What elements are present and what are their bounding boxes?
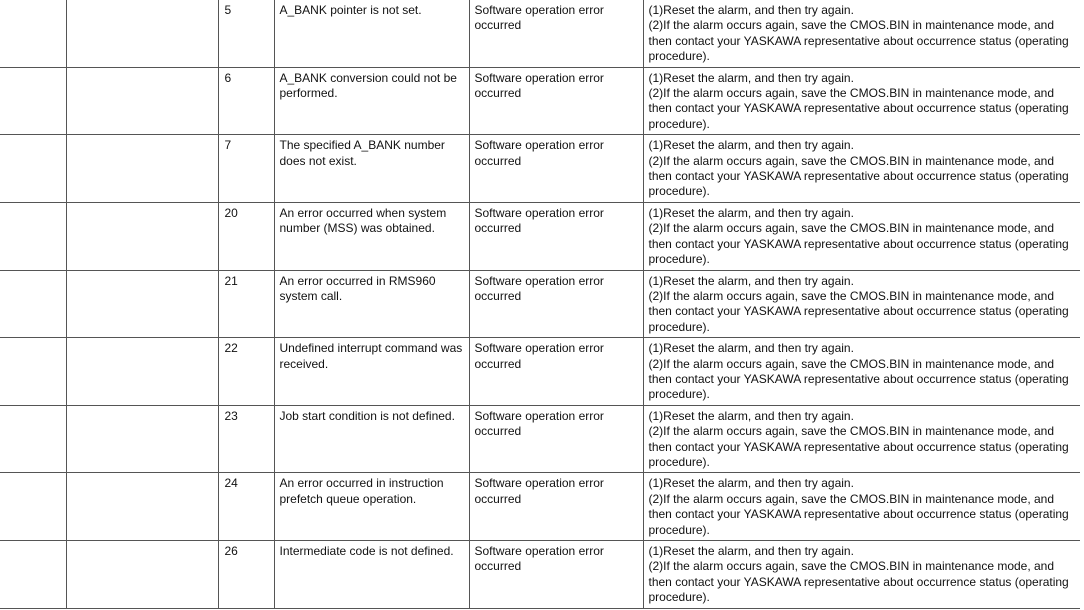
- meaning-cell: An error occurred in RMS960 system call.: [274, 270, 469, 338]
- alarm-code-cell: [0, 135, 66, 203]
- sub-code-cell: 20: [218, 202, 274, 270]
- alarm-name-cell: [66, 405, 218, 473]
- table-row: [0, 473, 1080, 541]
- remedy-step: (1)Reset the alarm, and then try again.: [648, 70, 854, 85]
- remedy-step: (1)Reset the alarm, and then try again.: [648, 273, 854, 288]
- remedy-step: (1)Reset the alarm, and then try again.: [648, 544, 854, 558]
- cause-cell: Software operation error occurred: [469, 541, 643, 609]
- alarm-name-cell: [66, 338, 218, 406]
- table-row: [0, 67, 1080, 135]
- remedy-cell: [643, 338, 1080, 406]
- alarm-name-cell: [66, 473, 218, 541]
- cause-cell: Software operation error occurred: [469, 135, 643, 203]
- meaning-cell: Job start condition is not defined.: [274, 405, 469, 473]
- cause-cell: Software operation error occurred: [469, 202, 643, 270]
- remedy-cell: [643, 202, 1080, 270]
- meaning-cell: An error occurred when system number (MSS) was obtained.: [274, 202, 469, 270]
- remedy-cell: [643, 0, 1080, 67]
- remedy-step: (2)If the alarm occurs again, save the CMOS.BIN in maintenance mode, and then contact your YASKAWA representative about occurrence status (operating procedure).: [648, 18, 1069, 64]
- remedy-step: (1)Reset the alarm, and then try again.: [648, 408, 854, 423]
- alarm-code-cell: [0, 405, 66, 473]
- remedy-step: (1)Reset the alarm, and then try again.: [648, 341, 854, 356]
- table-row: [0, 0, 1080, 67]
- cause-cell: Software operation error occurred: [469, 338, 643, 406]
- meaning-cell: Intermediate code is not defined.: [274, 541, 469, 609]
- table-row: [0, 270, 1080, 338]
- alarm-name-cell: [66, 270, 218, 338]
- sub-code-cell: 5: [218, 0, 274, 67]
- remedy-step: (2)If the alarm occurs again, save the CMOS.BIN in maintenance mode, and then contact your YASKAWA representative about occurrence status (operating procedure).: [648, 559, 1069, 605]
- remedy-cell: [643, 405, 1080, 473]
- meaning-cell: Undefined interrupt command was received.: [274, 338, 469, 406]
- meaning-cell: A_BANK conversion could not be performed.: [274, 67, 469, 135]
- remedy-step: (2)If the alarm occurs again, save the CMOS.BIN in maintenance mode, and then contact your YASKAWA representative about occurrence status (operating procedure).: [648, 288, 1069, 334]
- remedy-cell: [643, 67, 1080, 135]
- alarm-code-cell: [0, 338, 66, 406]
- remedy-step: (1)Reset the alarm, and then try again.: [648, 476, 854, 491]
- remedy-step: (2)If the alarm occurs again, save the CMOS.BIN in maintenance mode, and then contact your YASKAWA representative about occurrence status (operating procedure).: [648, 221, 1069, 267]
- sub-code-cell: 7: [218, 135, 274, 203]
- cause-cell: Software operation error occurred: [469, 0, 643, 67]
- meaning-cell: An error occurred in instruction prefetch queue operation.: [274, 473, 469, 541]
- alarm-name-cell: [66, 202, 218, 270]
- table-row: [0, 202, 1080, 270]
- sub-code-cell: 24: [218, 473, 274, 541]
- alarm-code-cell: [0, 473, 66, 541]
- alarm-name-cell: [66, 135, 218, 203]
- remedy-step: (1)Reset the alarm, and then try again.: [648, 138, 854, 153]
- meaning-cell: A_BANK pointer is not set.: [274, 0, 469, 67]
- alarm-code-cell: [0, 0, 66, 67]
- remedy-cell: [643, 135, 1080, 203]
- remedy-step: (2)If the alarm occurs again, save the CMOS.BIN in maintenance mode, and then contact your YASKAWA representative about occurrence status (operating procedure).: [648, 424, 1069, 469]
- remedy-cell: [643, 270, 1080, 338]
- sub-code-cell: 22: [218, 338, 274, 406]
- alarm-name-cell: [66, 0, 218, 67]
- alarm-code-cell: [0, 270, 66, 338]
- meaning-cell: The specified A_BANK number does not exist.: [274, 135, 469, 203]
- alarm-name-cell: [66, 67, 218, 135]
- cause-cell: Software operation error occurred: [469, 270, 643, 338]
- alarm-code-cell: [0, 541, 66, 609]
- cause-cell: Software operation error occurred: [469, 67, 643, 135]
- table-row: [0, 338, 1080, 406]
- cause-cell: Software operation error occurred: [469, 405, 643, 473]
- cause-cell: Software operation error occurred: [469, 473, 643, 541]
- alarm-name-cell: [66, 541, 218, 609]
- table-row: [0, 541, 1080, 609]
- alarm-code-cell: [0, 67, 66, 135]
- remedy-step: (1)Reset the alarm, and then try again.: [648, 205, 854, 220]
- remedy-step: (2)If the alarm occurs again, save the CMOS.BIN in maintenance mode, and then contact your YASKAWA representative about occurrence status (operating procedure).: [648, 86, 1069, 131]
- table-row: [0, 135, 1080, 203]
- remedy-cell: [643, 541, 1080, 609]
- remedy-cell: [643, 473, 1080, 541]
- sub-code-cell: 23: [218, 405, 274, 473]
- remedy-step: (2)If the alarm occurs again, save the CMOS.BIN in maintenance mode, and then contact your YASKAWA representative about occurrence status (operating procedure).: [648, 356, 1069, 402]
- sub-code-cell: 6: [218, 67, 274, 135]
- alarm-code-cell: [0, 202, 66, 270]
- remedy-step: (1)Reset the alarm, and then try again.: [648, 3, 854, 17]
- remedy-step: (2)If the alarm occurs again, save the CMOS.BIN in maintenance mode, and then contact your YASKAWA representative about occurrence status (operating procedure).: [648, 153, 1069, 199]
- table-row: [0, 405, 1080, 473]
- remedy-step: (2)If the alarm occurs again, save the CMOS.BIN in maintenance mode, and then contact your YASKAWA representative about occurrence status (operating procedure).: [648, 491, 1069, 537]
- sub-code-cell: 26: [218, 541, 274, 609]
- sub-code-cell: 21: [218, 270, 274, 338]
